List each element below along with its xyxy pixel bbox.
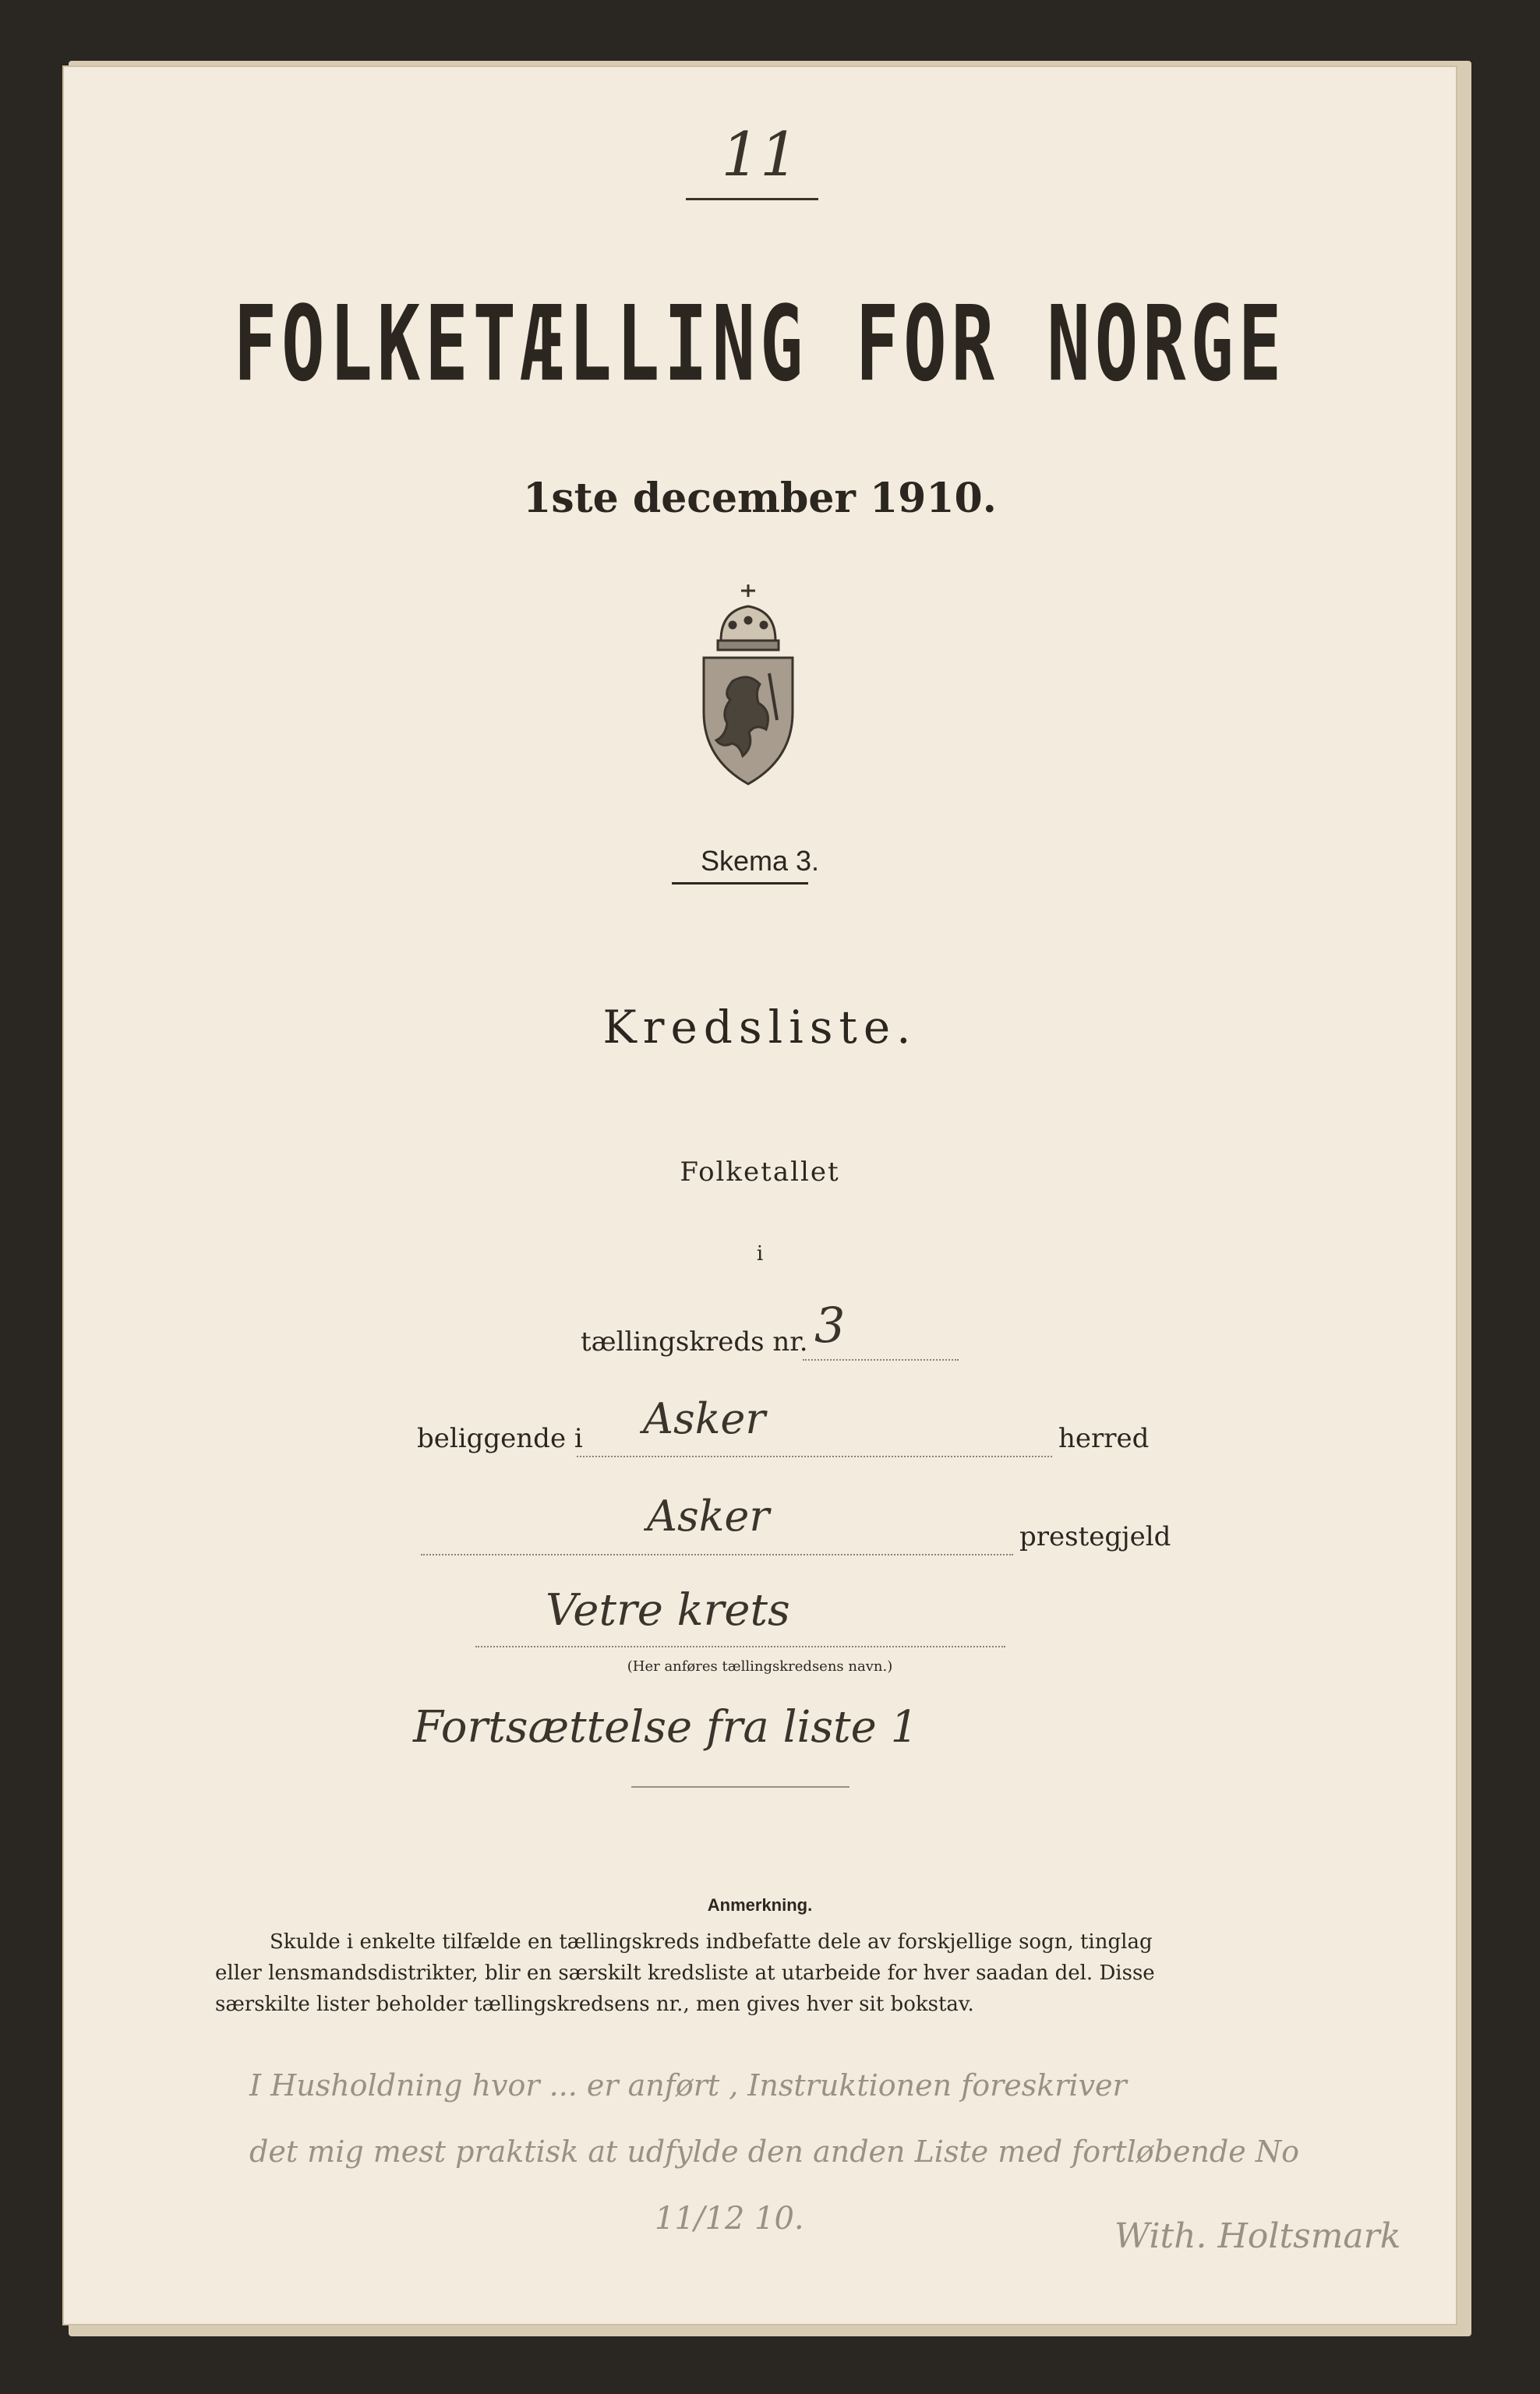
census-form-page <box>62 65 1457 2325</box>
kreds-name-line <box>475 1646 1005 1647</box>
note-line-3: særskilte lister beholder tællingskredsens nr., men gives hver sit bokstav. <box>215 1993 974 2016</box>
skema-underline <box>672 882 808 885</box>
handwritten-line-1: I Husholdning hvor ... er anført , Instruktionen foreskriver <box>249 2068 1127 2103</box>
census-date: 1ste december 1910. <box>523 475 997 522</box>
continuation-note: Fortsættelse fra liste 1 <box>413 1702 919 1753</box>
preposition-i: i <box>756 1242 764 1266</box>
page-number: 11 <box>721 120 799 190</box>
kreds-label: tællingskreds nr. <box>581 1326 808 1358</box>
continuation-underline <box>631 1786 849 1788</box>
coat-of-arms-icon <box>690 580 807 790</box>
note-line-2: eller lensmandsdistrikter, blir en særskilt kredsliste at utarbeide for hver saadan del. Disse <box>215 1961 1155 1985</box>
herred-line <box>577 1456 1052 1457</box>
folketallet-label: Folketallet <box>680 1156 840 1188</box>
herred-label: herred <box>1058 1423 1150 1454</box>
skema-label: Skema 3. <box>700 845 820 877</box>
kreds-name-value: Vetre krets <box>546 1585 790 1636</box>
signature: With. Holtsmark <box>1114 2216 1401 2256</box>
note-line-1: Skulde i enkelte tilfælde en tællingskreds indbefatte dele av forskjellige sogn, tinglag <box>270 1930 1153 1954</box>
handwritten-line-2: det mig mest praktisk at udfylde den anden Liste med fortløbende No <box>249 2134 1299 2169</box>
prestegjeld-line <box>421 1554 1013 1555</box>
beliggende-label: beliggende i <box>417 1423 583 1454</box>
handwritten-date: 11/12 10. <box>655 2201 804 2237</box>
kreds-value: 3 <box>814 1297 846 1354</box>
kredsliste-heading: Kredsliste. <box>602 1001 917 1054</box>
prestegjeld-label: prestegjeld <box>1019 1521 1171 1552</box>
kreds-line <box>803 1359 959 1361</box>
form-title: FOLKETÆLLING FOR NORGE <box>233 284 1287 405</box>
note-heading: Anmerkning. <box>707 1895 813 1915</box>
note-body <box>215 1926 1298 2020</box>
page-number-underline <box>686 198 818 200</box>
prestegjeld-value: Asker <box>647 1492 770 1541</box>
herred-value: Asker <box>643 1394 766 1443</box>
kreds-name-caption: (Her anføres tællingskredsens navn.) <box>627 1658 893 1675</box>
